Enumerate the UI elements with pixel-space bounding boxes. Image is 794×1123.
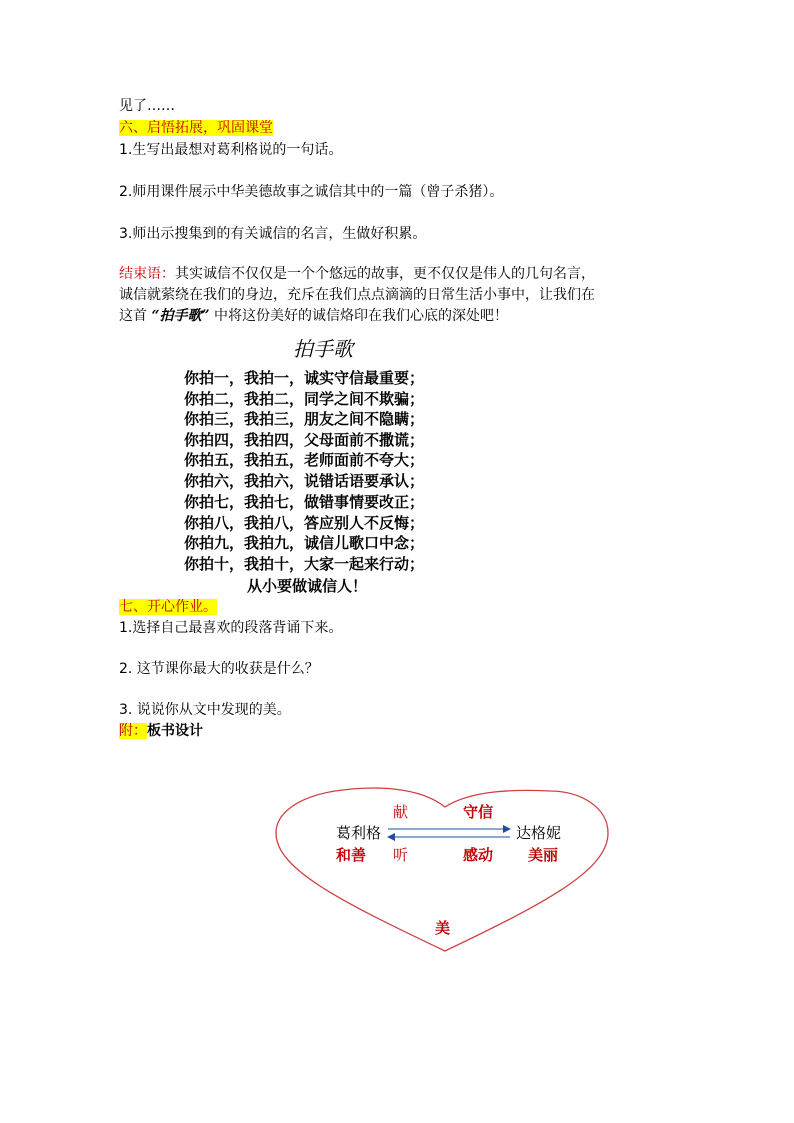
song-line-1: 你拍一，我拍一，诚实守信最重要； (184, 369, 425, 387)
section6-heading (119, 118, 273, 138)
board-word-xian: 献 (393, 803, 409, 821)
closing-text-1: 其实诚信不仅仅是一个个悠远的故事，更不仅仅是伟人的几句名言， (175, 266, 595, 282)
closing-line-3 (119, 306, 508, 326)
closing-text-3-post: 中将这份美好的诚信烙印在我们心底的深处吧！ (214, 308, 509, 324)
section6-heading-text: 六、启悟拓展，巩固课堂 (119, 120, 273, 136)
closing-text-3-pre: 这首 (119, 308, 147, 324)
board-name-dagenyi: 达格妮 (516, 824, 562, 842)
section7-item-2: 2. 这节课你最大的收获是什么？ (119, 661, 319, 677)
song-title: 拍手歌 (293, 337, 353, 361)
song-line-2: 你拍二，我拍二，同学之间不欺骗； (184, 390, 425, 408)
song-line-5: 你拍五，我拍五，老师面前不夸大； (184, 451, 425, 469)
board-diagram (270, 785, 615, 960)
section6-item-1: 1.生写出最想对葛利格说的一句话。 (119, 142, 343, 158)
intro-tail: 见了…… (119, 98, 175, 114)
board-word-gandong: 感动 (463, 846, 494, 864)
board-word-mei: 美 (435, 919, 451, 937)
song-line-3: 你拍三，我拍三，朋友之间不隐瞒； (184, 410, 425, 428)
song-line-10: 你拍十，我拍十，大家一起来行动； (184, 555, 425, 573)
section7-heading-text: 七、开心作业。 (119, 599, 217, 615)
board-word-heshan: 和善 (336, 846, 367, 864)
song-final-line: 从小要做诚信人！ (247, 577, 368, 595)
board-word-ting: 听 (393, 846, 409, 864)
song-line-8: 你拍八，我拍八，答应别人不反悔； (184, 514, 425, 532)
section7-heading (119, 597, 217, 617)
appendix-line (119, 721, 203, 741)
closing-line-1 (119, 264, 595, 284)
board-word-meili: 美丽 (528, 846, 559, 864)
song-line-6: 你拍六，我拍六，说错话语要承认； (184, 472, 425, 490)
board-name-gelige: 葛利格 (336, 824, 382, 842)
section7-item-1: 1.选择自己最喜欢的段落背诵下来。 (119, 620, 343, 636)
section6-item-3: 3.师出示搜集到的有关诚信的名言，生做好积累。 (119, 226, 427, 242)
appendix-title: 板书设计 (147, 723, 203, 739)
closing-song-quote: “拍手歌” (151, 308, 210, 324)
closing-line-2: 诚信就萦绕在我们的身边，充斥在我们点点滴滴的日常生活小事中，让我们在 (119, 287, 595, 303)
appendix-label: 附： (119, 723, 147, 739)
song-line-7: 你拍七，我拍七，做错事情要改正； (184, 493, 425, 511)
song-line-9: 你拍九，我拍九，诚信儿歌口中念； (184, 534, 425, 552)
section6-item-2: 2.师用课件展示中华美德故事之诚信其中的一篇（曾子杀猪）。 (119, 184, 504, 200)
board-word-shouxin: 守信 (463, 803, 494, 821)
song-line-4: 你拍四，我拍四，父母面前不撒谎； (184, 431, 425, 449)
closing-label: 结束语： (119, 266, 175, 282)
section7-item-3: 3. 说说你从文中发现的美。 (119, 702, 291, 718)
